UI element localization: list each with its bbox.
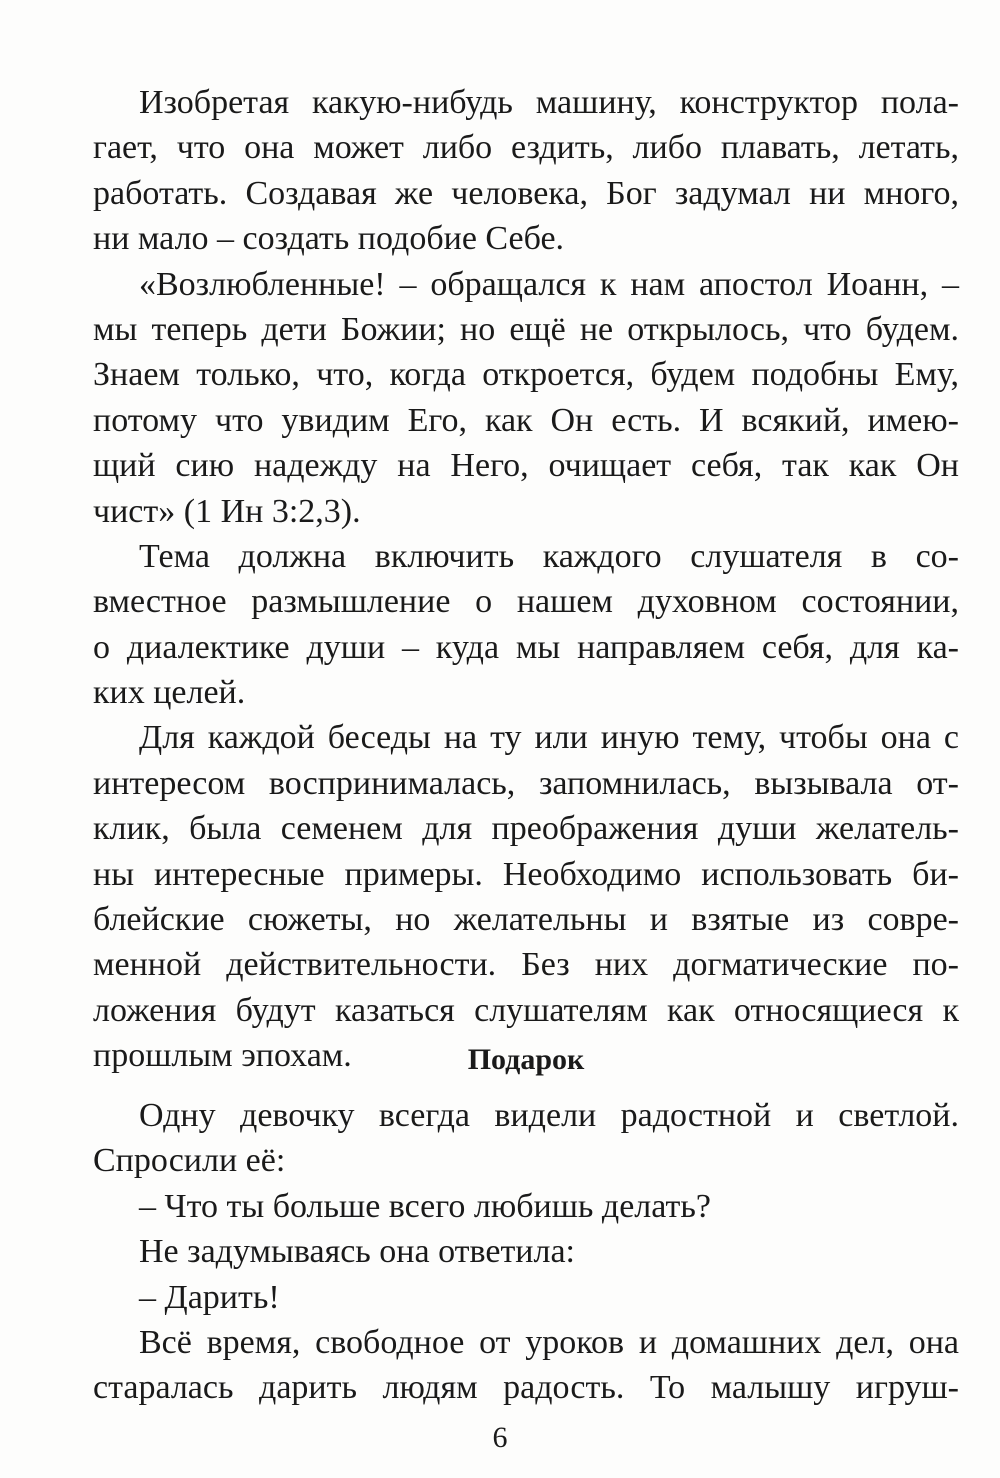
- section-heading: Подарок: [467, 1043, 585, 1076]
- paragraph-line: Для каждой беседы на ту или иную тему, чтобы она с: [139, 719, 959, 757]
- paragraph-line: «Возлюбленные! – обращался к нам апостол Иоанн, –: [139, 265, 959, 303]
- paragraph-line: чист» (1 Ин 3:2,3).: [93, 492, 361, 530]
- paragraph-line: работать. Создавая же человека, Бог задумал ни много,: [93, 174, 959, 212]
- dialogue-line: – Что ты больше всего любишь делать?: [139, 1187, 711, 1225]
- paragraph-line: Не задумываясь она ответила:: [139, 1233, 576, 1271]
- paragraph-line: щий сию надежду на Него, очищает себя, так как Он: [93, 447, 959, 485]
- paragraph-line: мы теперь дети Божии; но ещё не открылось, что будем.: [93, 310, 959, 348]
- paragraph-line: старалась дарить людям радость. То малышу игруш-: [93, 1369, 959, 1407]
- paragraph-line: Изобретая какую-нибудь машину, конструктор пола-: [139, 84, 959, 121]
- dialogue-line: – Дарить!: [139, 1278, 280, 1316]
- paragraph-line: Одну девочку всегда видели радостной и светлой.: [139, 1097, 959, 1134]
- paragraph-line: Спросили её:: [93, 1142, 286, 1180]
- paragraph-line: Знаем только, что, когда откроется, будем подобны Ему,: [93, 356, 959, 394]
- paragraph-line: клик, была семенем для преображения души желатель-: [93, 810, 959, 848]
- paragraph-line: вместное размышление о нашем духовном состоянии,: [93, 583, 959, 621]
- paragraph-line: прошлым эпохам.: [93, 1037, 352, 1075]
- paragraph-line: интересом воспринималась, запомнилась, вызывала от-: [93, 764, 959, 802]
- paragraph-line: о диалектике души – куда мы направляем себя, для ка-: [93, 628, 959, 666]
- paragraph-line: блейские сюжеты, но желательны и взятые из совре-: [93, 901, 959, 939]
- paragraph-line: потому что увидим Его, как Он есть. И всякий, имею-: [93, 401, 959, 439]
- paragraph-line: ких целей.: [93, 674, 246, 712]
- body-text-top: [93, 80, 959, 1079]
- paragraph-line: ложения будут казаться слушателям как относящиеся к: [93, 991, 959, 1029]
- paragraph-line: Тема должна включить каждого слушателя в со-: [139, 537, 959, 575]
- paragraph-line: ни мало – создать подобие Себе.: [93, 220, 565, 258]
- paragraph-line: гает, что она может либо ездить, либо плавать, летать,: [93, 129, 959, 167]
- page-number: 6: [492, 1421, 508, 1454]
- paragraph-line: Всё время, свободное от уроков и домашних дел, она: [139, 1323, 959, 1361]
- body-text-story: [93, 1093, 959, 1411]
- paragraph-line: ны интересные примеры. Необходимо использовать би-: [93, 855, 959, 893]
- paragraph-line: менной действительности. Без них догматические по-: [93, 946, 959, 984]
